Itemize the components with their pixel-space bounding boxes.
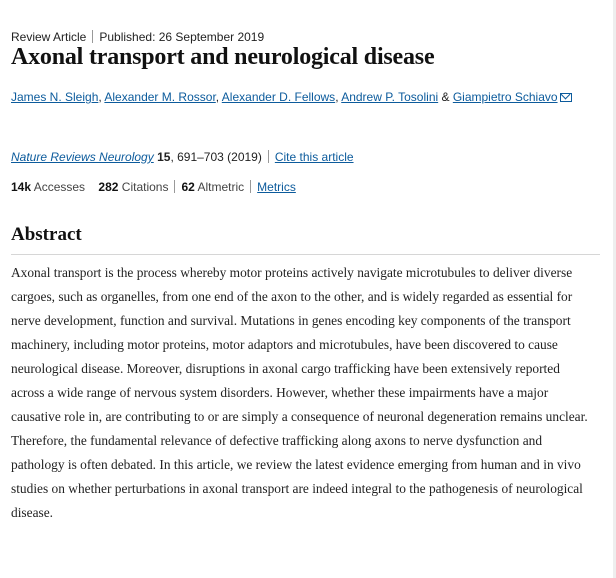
author-link[interactable]: Andrew P. Tosolini (341, 90, 439, 104)
meta-divider (92, 30, 93, 43)
article-title: Axonal transport and neurological disease (11, 44, 435, 70)
author-separator: & (438, 90, 453, 104)
published-date: Published: 26 September 2019 (99, 30, 265, 44)
citation-divider (268, 150, 269, 163)
article-metrics (11, 180, 296, 194)
journal-volume: 15 (157, 150, 171, 164)
abstract-text: Axonal transport is the process whereby motor proteins actively navigate microtubules to deliver diverse cargoes, such as organelles, from one end of the axon to the other, and is widely regarded as essential for nerve development, function and survival. Mutations in genes encoding key components of the transport machinery, including motor proteins, motor adaptors and microtubules, have been discovered to cause neurological disease. Moreover, disruptions in axonal cargo trafficking have been extensively reported across a wide range of nervous system disorders. However, whether these impairments have a major causative role in, are contributing to or are simply a consequence of neuronal degeneration remains unclear. Therefore, the fundamental relevance of defective trafficking along axons to nerve dysfunction and pathology is often debated. In this article, we review the latest evidence emerging from human and in vivo studies on whether perturbations in axonal transport are indeed integral to the pathogenesis of neurological disease. (11, 265, 588, 520)
citations-label: Citations (121, 180, 169, 194)
author-link[interactable]: James N. Sleigh (11, 90, 99, 104)
cite-this-article-link[interactable]: Cite this article (274, 150, 354, 164)
accesses-count: 14k (11, 180, 32, 194)
author-link[interactable]: Alexander M. Rossor (104, 90, 216, 104)
author-link[interactable]: Giampietro Schiavo (452, 90, 558, 104)
citations-count: 282 (98, 180, 119, 194)
article-meta (11, 30, 264, 44)
article-type: Review Article (11, 30, 87, 44)
mail-icon[interactable] (560, 93, 572, 102)
altmetric-label: Altmetric (197, 180, 245, 194)
metrics-link[interactable]: Metrics (257, 180, 296, 194)
author-separator: , (335, 90, 342, 104)
metrics-divider (174, 180, 175, 193)
abstract-heading: Abstract (11, 224, 82, 245)
citation-line (11, 150, 354, 164)
journal-link[interactable]: Nature Reviews Neurology (11, 150, 154, 164)
author-list (11, 90, 572, 104)
author-link[interactable]: Alexander D. Fellows (221, 90, 336, 104)
altmetric-score: 62 (181, 180, 195, 194)
metrics-divider (250, 180, 251, 193)
abstract-divider (11, 254, 600, 255)
author-separator: , (98, 90, 105, 104)
accesses-label: Accesses (33, 180, 86, 194)
author-separator: , (215, 90, 222, 104)
journal-pages-year: , 691–703 (2019) (170, 150, 262, 164)
